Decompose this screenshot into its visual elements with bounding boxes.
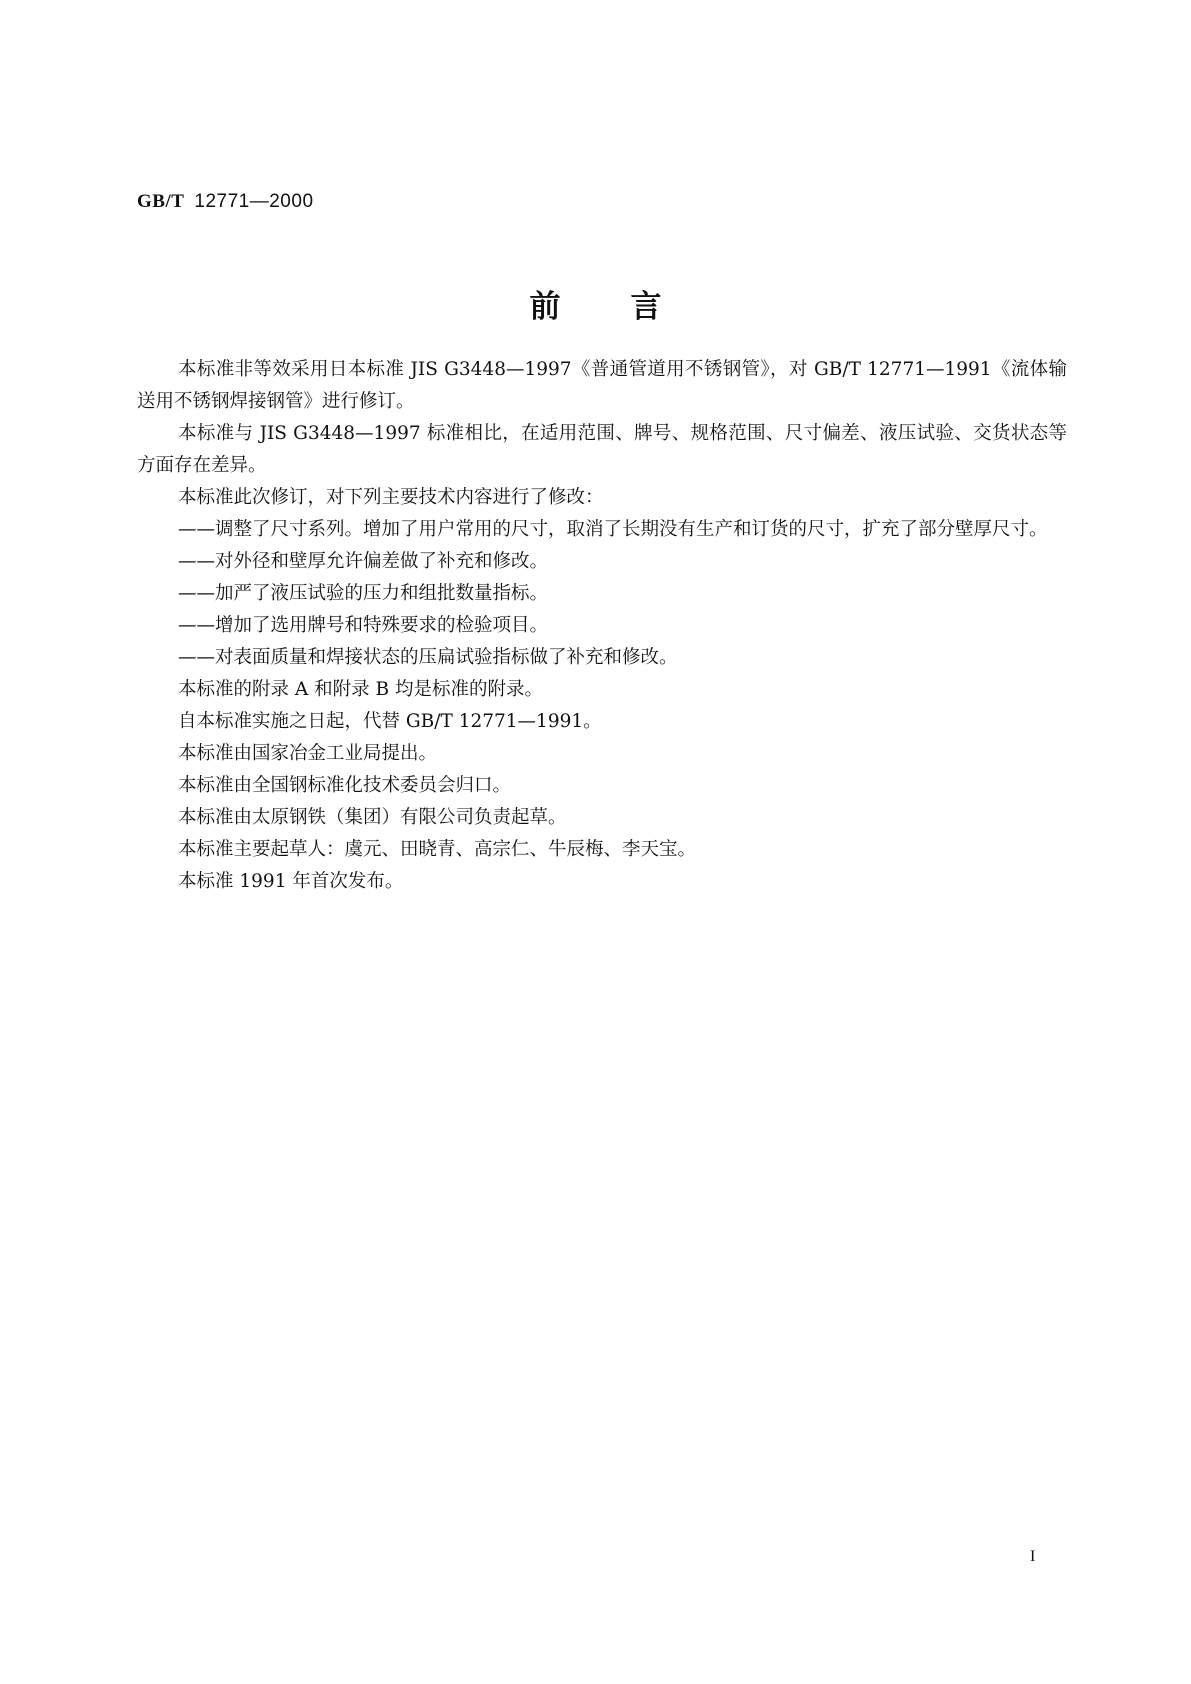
standard-code [137, 190, 314, 213]
list-item: ——增加了选用牌号和特殊要求的检验项目。 [178, 615, 549, 636]
standard-code-number: 12771—2000 [194, 191, 314, 212]
paragraph: 本标准由太原钢铁（集团）有限公司负责起草。 [178, 807, 567, 828]
list-item: ——对表面质量和焊接状态的压扁试验指标做了补充和修改。 [178, 647, 678, 668]
standard-code-prefix: GB/T [137, 191, 185, 212]
paragraph: 本标准由全国钢标准化技术委员会归口。 [178, 775, 512, 796]
paragraph: 本标准非等效采用日本标准 JIS G3448—1997《普通管道用不锈钢管》，对 GB/T 12771—1991《流体输送用不锈钢焊接钢管》进行修订。 [137, 359, 1067, 412]
list-item: ——调整了尺寸系列。增加了用户常用的尺寸，取消了长期没有生产和订货的尺寸，扩充了部分壁厚尺寸。 [178, 519, 1048, 540]
list-item: ——加严了液压试验的压力和组批数量指标。 [178, 583, 549, 604]
paragraph: 本标准此次修订，对下列主要技术内容进行了修改： [178, 487, 604, 508]
page-title: 前言 [529, 289, 732, 325]
paragraph: 本标准由国家冶金工业局提出。 [178, 743, 438, 764]
paragraph: 本标准 1991 年首次发布。 [178, 871, 404, 892]
paragraph: 自本标准实施之日起，代替 GB/T 12771—1991。 [178, 711, 602, 732]
page-number: I [1030, 1548, 1036, 1565]
paragraph: 本标准的附录 A 和附录 B 均是标准的附录。 [178, 679, 543, 700]
paragraph: 本标准与 JIS G3448—1997 标准相比，在适用范围、牌号、规格范围、尺寸偏差、液压试验、交货状态等方面存在差异。 [137, 423, 1067, 476]
list-item: ——对外径和壁厚允许偏差做了补充和修改。 [178, 551, 549, 572]
foreword-body [137, 354, 1067, 898]
paragraph: 本标准主要起草人：虞元、田晓青、高宗仁、牛辰梅、李天宝。 [178, 839, 697, 860]
